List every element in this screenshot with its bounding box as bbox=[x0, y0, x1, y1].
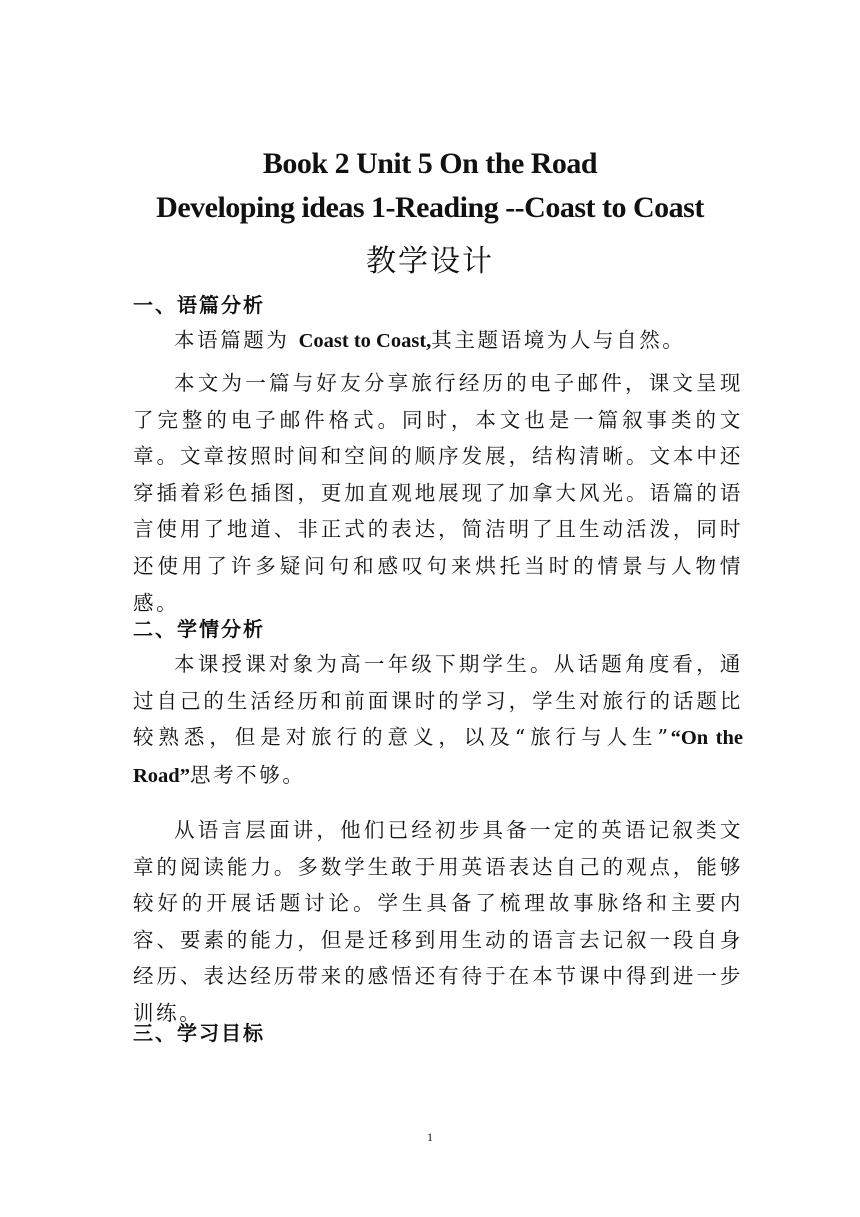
paragraph-text: 本课授课对象为高一年级下期学生。从话题角度看，通过自己的生活经历和前面课时的学习，学生对旅行的话题比较熟悉，但是对旅行的意义，以及“旅行与人生” bbox=[133, 652, 743, 750]
title-line-3: 教学设计 bbox=[366, 244, 494, 279]
paragraph-text: 其主题语境为人与自然。 bbox=[431, 328, 686, 352]
section-1-paragraph-1 bbox=[133, 322, 743, 360]
section-2-paragraph-2: 从语言层面讲，他们已经初步具备一定的英语记叙类文章的阅读能力。多数学生敢于用英语表达自己的观点，能够较好的开展话题讨论。学生具备了梳理故事脉络和主要内容、要素的能力，但是迁移到用生动的语言去记叙一段自身经历、表达经历带来的感悟还有待于在本节课中得到进一步训练。 bbox=[133, 818, 743, 1025]
english-quote-text: “On the Road” bbox=[133, 727, 743, 787]
section-heading-3: 三、学习目标 bbox=[133, 1021, 265, 1045]
section-2-paragraph-1 bbox=[133, 646, 743, 794]
title-line-2: Developing ideas 1-Reading --Coast to Coast bbox=[156, 191, 704, 224]
section-heading-2: 二、学情分析 bbox=[133, 617, 265, 641]
title-line-1: Book 2 Unit 5 On the Road bbox=[262, 147, 598, 180]
english-title-text: Coast to Coast, bbox=[298, 330, 432, 352]
paragraph-text: 思考不够。 bbox=[189, 762, 306, 787]
page-number: 1 bbox=[427, 1130, 433, 1144]
paragraph-text: 本语篇题为 bbox=[174, 328, 299, 352]
section-1-paragraph-2: 本文为一篇与好友分享旅行经历的电子邮件，课文呈现了完整的电子邮件格式。同时，本文也是一篇叙事类的文章。文章按照时间和空间的顺序发展，结构清晰。文本中还穿插着彩色插图，更加直观地展现了加拿大风光。语篇的语言使用了地道、非正式的表达，简洁明了且生动活泼，同时还使用了许多疑问句和感叹句来烘托当时的情景与人物情感。 bbox=[133, 371, 743, 615]
section-heading-1: 一、语篇分析 bbox=[133, 293, 265, 317]
